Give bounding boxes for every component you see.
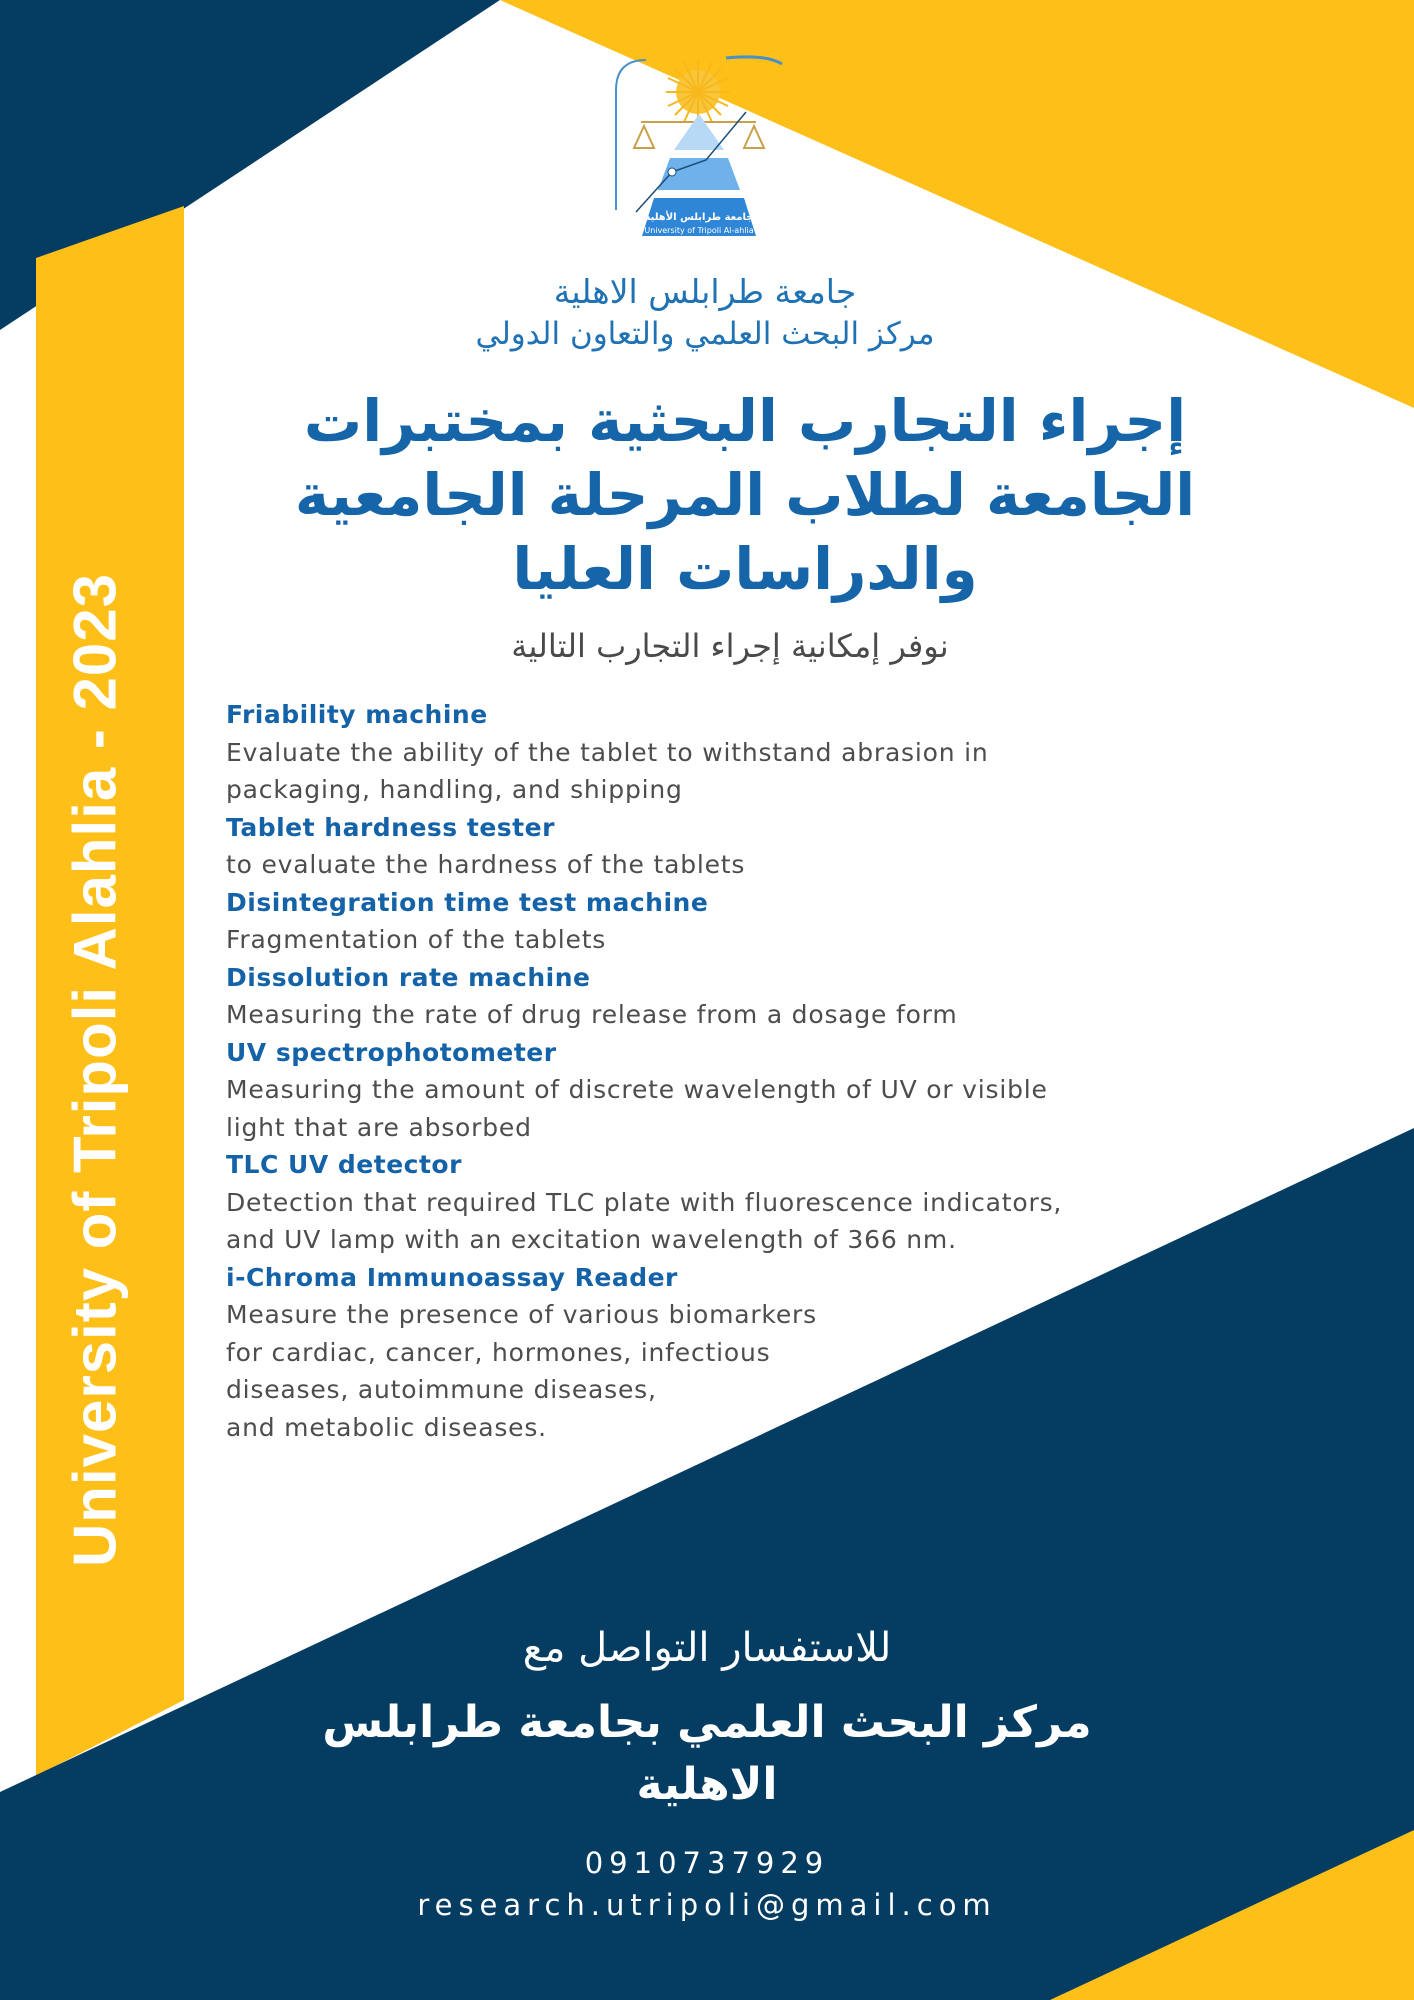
equipment-item	[226, 959, 1226, 1034]
logo-arabic-name: جامعة طرابلس الأهلية	[644, 212, 754, 223]
contact-organization: مركز البحث العلمي بجامعة طرابلس الاهلية	[322, 1697, 1092, 1810]
equipment-name: Dissolution rate machine	[226, 962, 591, 992]
contact-email[interactable]: research.utripoli@gmail.com	[417, 1888, 997, 1922]
equipment-item	[226, 1146, 1226, 1259]
side-banner-text: University of Tripoli Alahlia - 2023	[61, 572, 129, 1568]
logo-english-name: University of Tripoli Al-ahlia	[644, 226, 754, 235]
equipment-item	[226, 696, 1226, 809]
equipment-description: Evaluate the ability of the tablet to withstand abrasion in packaging, handling, and shipping	[226, 737, 989, 804]
equipment-name: UV spectrophotometer	[226, 1037, 557, 1067]
equipment-item	[226, 884, 1226, 959]
equipment-description: Fragmentation of the tablets	[226, 925, 607, 954]
equipment-description: Detection that required TLC plate with fluorescence indicators, and UV lamp with an excitation wavelength of 366 nm.	[226, 1187, 1063, 1254]
research-center-name: مركز البحث العلمي والتعاون الدولي	[475, 316, 935, 352]
equipment-description: Measure the presence of various biomarkers for cardiac, cancer, hormones, infectious diseases, autoimmune diseases, and metabolic diseases.	[226, 1300, 817, 1442]
equipment-list	[226, 696, 1226, 1446]
equipment-item	[226, 809, 1226, 884]
contact-intro: للاستفسار التواصل مع	[522, 1625, 892, 1671]
page-subtitle: نوفر إمكانية إجراء التجارب التالية	[511, 627, 949, 665]
university-name: جامعة طرابلس الاهلية	[553, 272, 857, 311]
contact-phone[interactable]: 0910737929	[584, 1846, 830, 1880]
equipment-name: Friability machine	[226, 700, 488, 729]
equipment-name: Tablet hardness tester	[226, 812, 555, 842]
equipment-item	[226, 1034, 1226, 1147]
equipment-description: Measuring the rate of drug release from a dosage form	[226, 1000, 958, 1029]
sun-icon	[666, 60, 730, 124]
equipment-item	[226, 1259, 1226, 1447]
university-logo	[606, 50, 792, 254]
page-title: إجراء التجارب البحثية بمختبرات الجامعة لطلاب المرحلة الجامعية والدراسات العليا	[294, 387, 1196, 603]
equipment-name: Disintegration time test machine	[226, 887, 709, 917]
equipment-name: i-Chroma Immunoassay Reader	[226, 1262, 678, 1292]
equipment-name: TLC UV detector	[226, 1150, 462, 1179]
equipment-description: to evaluate the hardness of the tablets	[226, 850, 746, 879]
equipment-description: Measuring the amount of discrete wavelength of UV or visible light that are absorbed	[226, 1075, 1048, 1142]
